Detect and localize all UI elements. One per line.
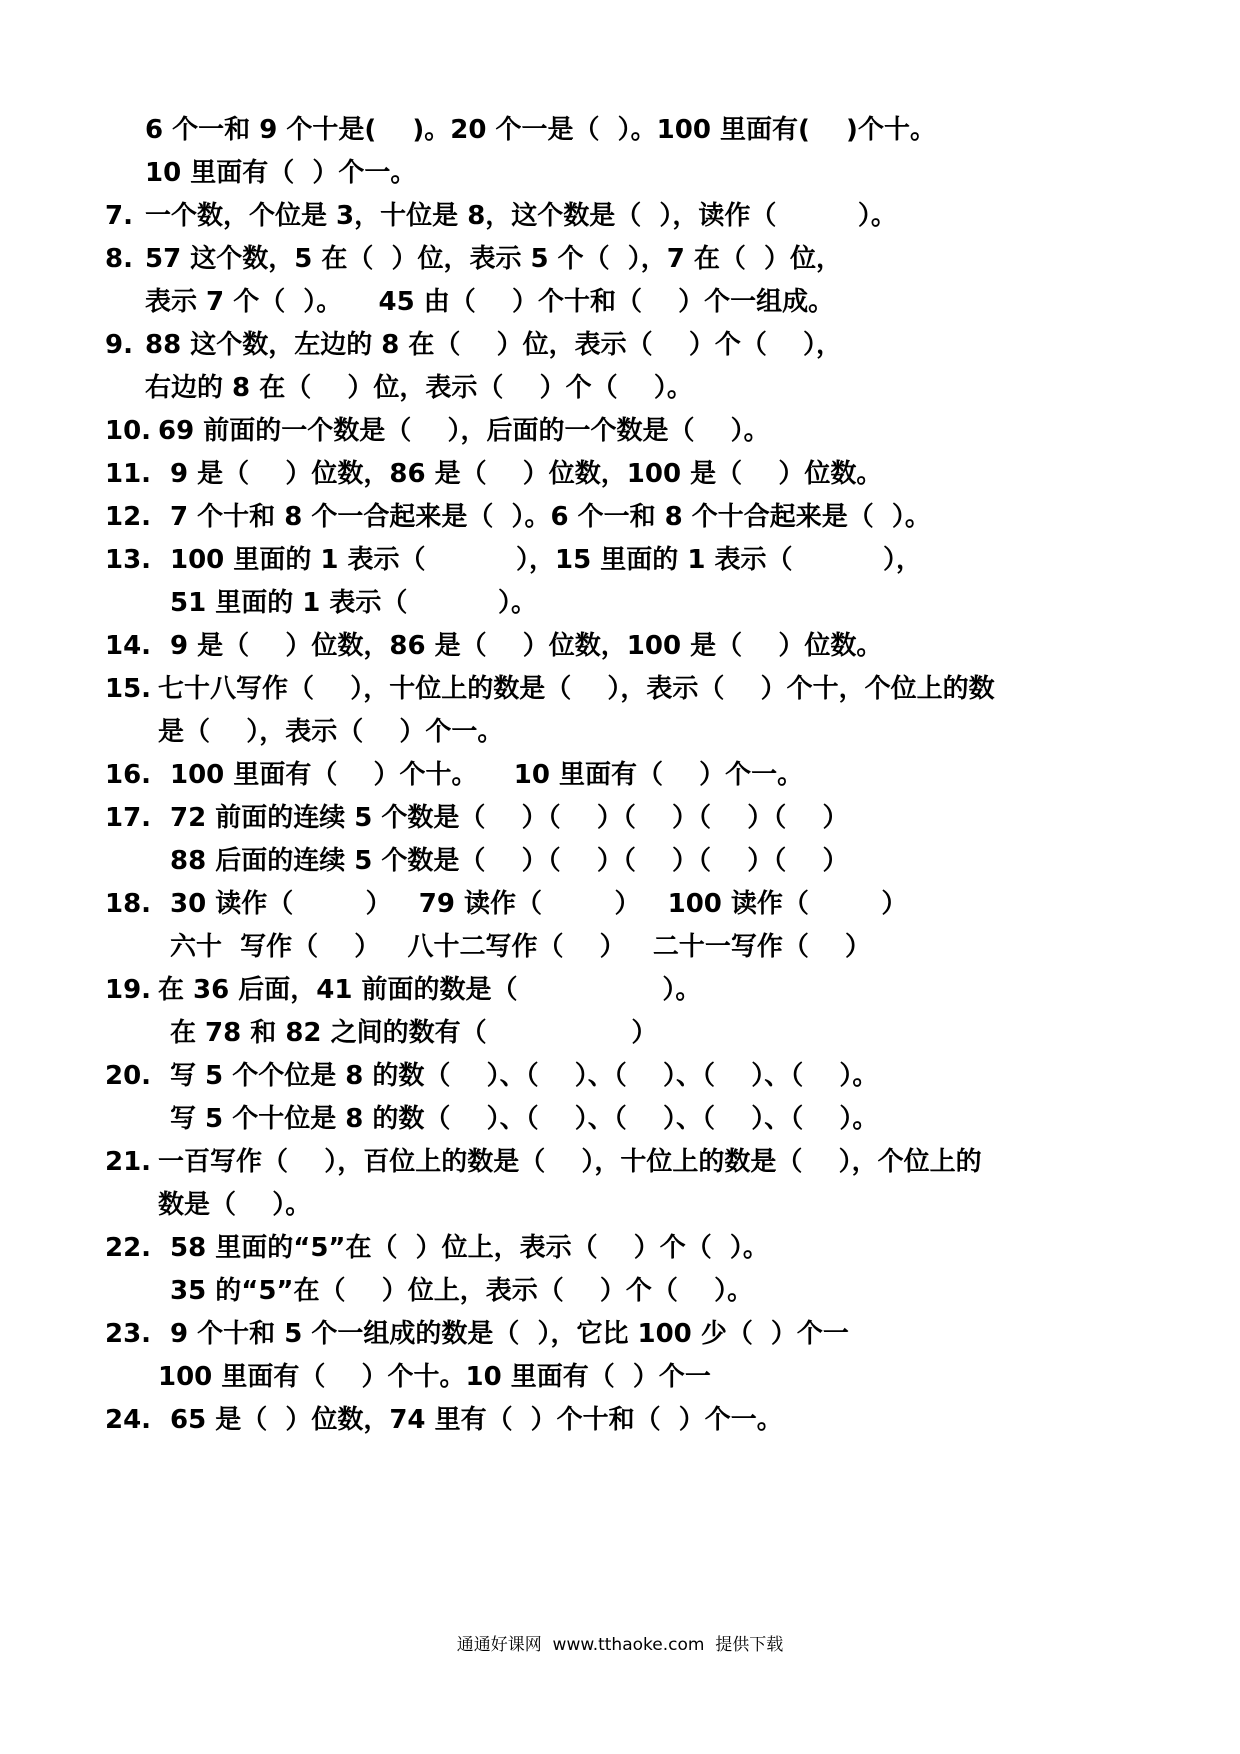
question-18-line-1: 30 读作（ ） 79 读作（ ） 100 读作（ ） [170, 889, 908, 919]
question-24-line-1: 65 是（ ）位数，74 里有（ ）个十和（ ）个一。 [170, 1405, 783, 1435]
question-15-number: 15. [105, 674, 152, 704]
question-10-line-1: 69 前面的一个数是（ ），后面的一个数是（ ）。 [158, 416, 770, 446]
footer-source-text: 通通好课网 www.tthaoke.com 提供下载 [456, 1635, 784, 1655]
question-11-line-1: 9 是（ ）位数，86 是（ ）位数，100 是（ ）位数。 [170, 459, 883, 489]
question-15-line-1: 七十八写作（ ），十位上的数是（ ），表示（ ）个十，个位上的数 [158, 674, 995, 704]
question-8-number: 8. [105, 244, 133, 274]
question-23-line-1: 9 个十和 5 个一组成的数是（ ），它比 100 少（ ）个一 [170, 1319, 849, 1349]
question-7-line-1: 一个数，个位是 3，十位是 8，这个数是（ ），读作（ ）。 [145, 201, 897, 231]
question-10-number: 10. [105, 416, 152, 446]
question-22-number: 22. [105, 1233, 152, 1263]
question-6-line-1: 6 个一和 9 个十是( )。20 个一是（ ）。100 里面有( )个十。 [145, 115, 936, 145]
question-17-number: 17. [105, 803, 152, 833]
question-8-line-1: 57 这个数，5 在（ ）位，表示 5 个（ ），7 在（ ）位， [145, 244, 843, 274]
question-9-line-1: 88 这个数，左边的 8 在（ ）位，表示（ ）个（ ）， [145, 330, 843, 360]
question-20-number: 20. [105, 1061, 152, 1091]
question-24-number: 24. [105, 1405, 152, 1435]
question-19-number: 19. [105, 975, 152, 1005]
question-16-number: 16. [105, 760, 152, 790]
question-9-number: 9. [105, 330, 133, 360]
question-22-line-1: 58 里面的“5”在（ ）位上，表示（ ）个（ ）。 [170, 1233, 769, 1263]
question-19-line-2: 在 78 和 82 之间的数有（ ） [170, 1018, 658, 1048]
question-21-number: 21. [105, 1147, 152, 1177]
question-15-line-2: 是（ ），表示（ ）个一。 [158, 717, 504, 747]
question-23-line-2: 100 里面有（ ）个十。10 里面有（ ）个一 [158, 1362, 711, 1392]
question-13-number: 13. [105, 545, 152, 575]
question-17-line-1: 72 前面的连续 5 个数是（ ）（ ）（ ）（ ）（ ） [170, 803, 849, 833]
question-20-line-2: 写 5 个十位是 8 的数（ ）、（ ）、（ ）、（ ）、（ ）。 [170, 1104, 879, 1134]
question-12-line-1: 7 个十和 8 个一合起来是（ ）。6 个一和 8 个十合起来是（ ）。 [170, 502, 931, 532]
question-6-line-2: 10 里面有（ ）个一。 [145, 158, 417, 188]
question-22-line-2: 35 的“5”在（ ）位上，表示（ ）个（ ）。 [170, 1276, 754, 1306]
question-23-number: 23. [105, 1319, 152, 1349]
question-7-number: 7. [105, 201, 133, 231]
question-21-line-1: 一百写作（ ），百位上的数是（ ），十位上的数是（ ），个位上的 [158, 1147, 982, 1177]
question-9-line-2: 右边的 8 在（ ）位，表示（ ）个（ ）。 [145, 373, 693, 403]
question-14-number: 14. [105, 631, 152, 661]
question-13-line-1: 100 里面的 1 表示（ ），15 里面的 1 表示（ ）， [170, 545, 922, 575]
question-18-line-2: 六十 写作（ ） 八十二写作（ ） 二十一写作（ ） [170, 932, 872, 962]
question-19-line-1: 在 36 后面，41 前面的数是（ ）。 [158, 975, 702, 1005]
question-14-line-1: 9 是（ ）位数，86 是（ ）位数，100 是（ ）位数。 [170, 631, 883, 661]
question-16-line-1: 100 里面有（ ）个十。 10 里面有（ ）个一。 [170, 760, 804, 790]
question-17-line-2: 88 后面的连续 5 个数是（ ）（ ）（ ）（ ）（ ） [170, 846, 849, 876]
question-21-line-2: 数是（ ）。 [158, 1190, 312, 1220]
question-11-number: 11. [105, 459, 152, 489]
question-13-line-2: 51 里面的 1 表示（ ）。 [170, 588, 537, 618]
question-20-line-1: 写 5 个个位是 8 的数（ ）、（ ）、（ ）、（ ）、（ ）。 [170, 1061, 879, 1091]
question-12-number: 12. [105, 502, 152, 532]
question-8-line-2: 表示 7 个（ ）。 45 由（ ）个十和（ ）个一组成。 [145, 287, 835, 317]
question-18-number: 18. [105, 889, 152, 919]
